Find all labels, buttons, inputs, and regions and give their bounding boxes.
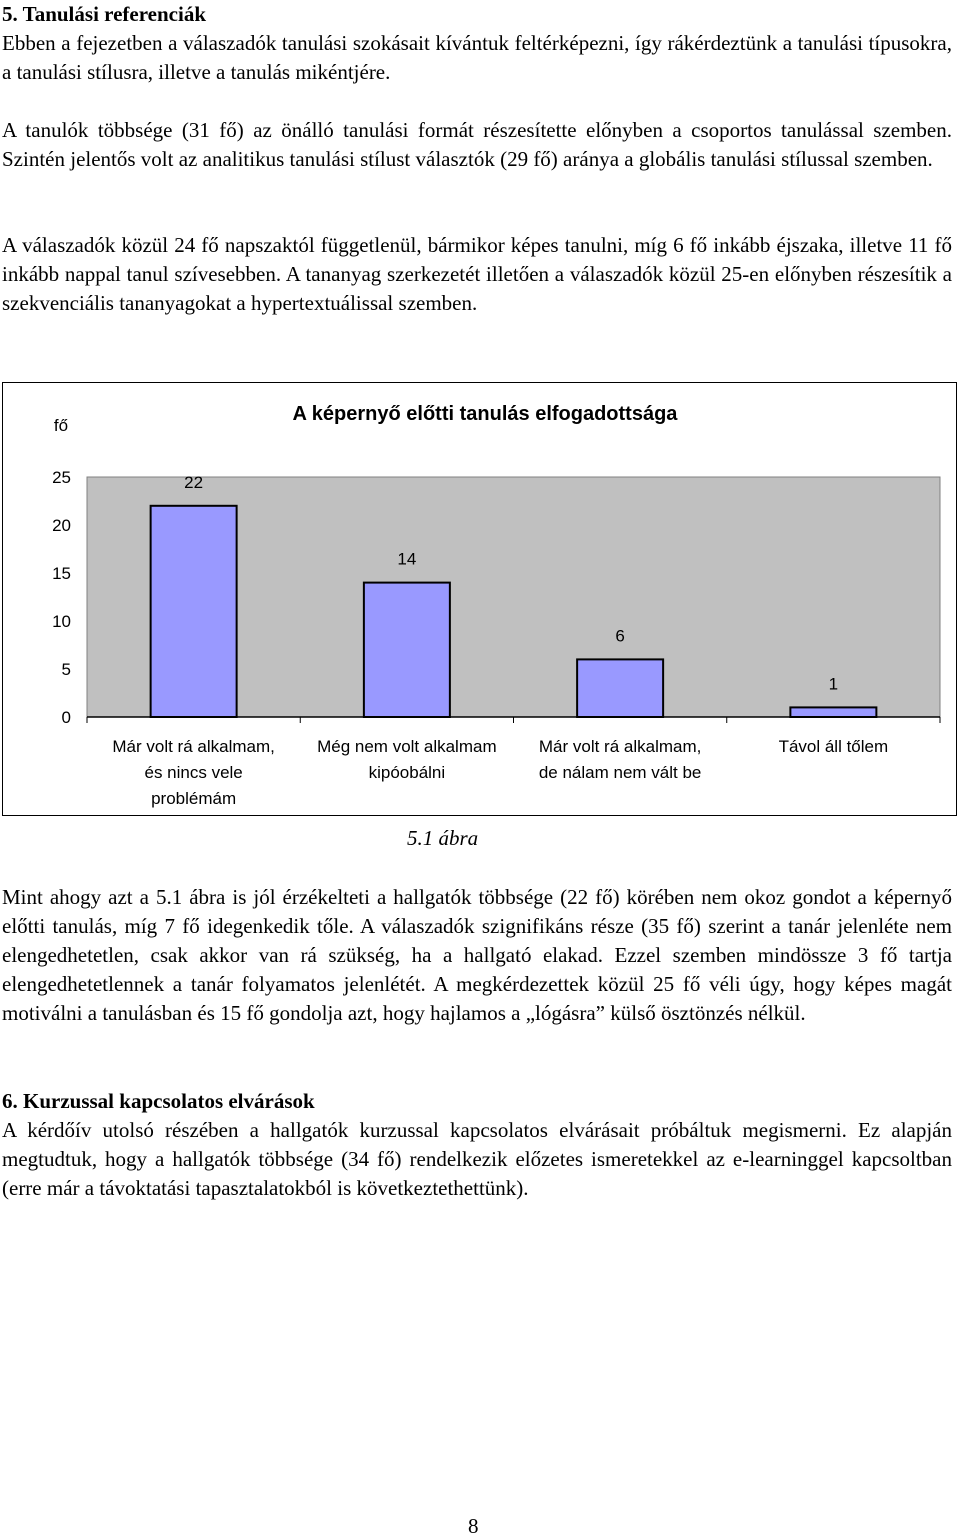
section-6-heading: 6. Kurzussal kapcsolatos elvárások [2,1089,315,1113]
chart-title: A képernyő előtti tanulás elfogadottsága [292,403,678,425]
x-category-label: kipóobálni [368,763,446,782]
y-tick-label: 10 [52,612,71,631]
x-category-label: Már volt rá alkalmam, [112,737,275,756]
y-tick-label: 25 [52,468,71,487]
y-tick-label: 20 [52,516,71,535]
y-tick-label: 5 [61,660,71,679]
x-category-label: Távol áll tőlem [778,737,889,756]
y-axis-label: fő [53,416,69,435]
bar [364,583,450,717]
learning-form-paragraph: A tanulók többsége (31 fő) az önálló tanulási formát részesítette előnyben a csoportos tanulással szemben. Szintén jelentős volt az analitikus tanulási stílust választók (29 fő) aránya a globális tanulási stílussal szemben. [2,118,952,171]
bar-chart-frame [2,382,957,816]
bar-data-label: 1 [828,674,839,694]
y-tick-label: 15 [52,564,71,583]
x-category-label: Még nem volt alkalmam [317,737,497,756]
bar [790,707,876,717]
bar-data-label: 22 [184,472,204,492]
bar-data-label: 14 [397,549,417,569]
bar [151,506,237,717]
x-category-label: Már volt rá alkalmam, [538,737,702,756]
x-category-label: de nálam nem vált be [538,763,702,782]
results-paragraph: Mint ahogy azt a 5.1 ábra is jól érzékelteti a hallgatók többsége (22 fő) körében nem okoz gondot a képernyő előtti tanulás, míg 7 fő idegenkedik tőle. A válaszadók szignifikáns része (35 fő) szerint a tanár jelenléte nem elengedhetetlen, csak akkor van rá szükség, ha a hallgató elakad. Ezzel szemben mindössze 3 fő tartja elengedhetetlennek a tanár folyamatos jelenlétét. A megkérdezettek közül 25 fő véli úgy, hogy képes magát motiválni a tanulásban és 15 fő gondolja azt, hogy hajlamos a „lógásra” külső ösztönzés nélkül. [2,885,952,1025]
x-category-label: és nincs vele [144,763,243,782]
learning-time-paragraph: A válaszadók közül 24 fő napszaktól függetlenül, bármikor képes tanulni, míg 6 fő inkább éjszaka, illetve 11 fő inkább nappal tanul szívesebben. A tananyag szerkezetét illetően a válaszadók közül 25-en előnyben részesítik a szekvenciális tananyagokat a hypertextuálissal szemben. [2,233,952,315]
section-5-intro-paragraph: Ebben a fejezetben a válaszadók tanulási szokásait kívántuk feltérképezni, így rákérdeztünk a tanulási típusokra, a tanulási stílusra, illetve a tanulás mikéntjére. [2,31,952,84]
x-category-label: problémám [151,789,237,808]
y-tick-label: 0 [61,708,71,727]
section-6-paragraph: A kérdőív utolsó részében a hallgatók kurzussal kapcsolatos elvárásait próbáltuk megismerni. Ez alapján megtudtuk, hogy a hallgatók többsége (34 fő) rendelkezik előzetes ismeretekkel az e-learninggel kapcsoltban (erre már a távoktatási tapasztalatokból is következtethettünk). [2,1118,952,1200]
section-5-heading: 5. Tanulási referenciák [2,2,207,26]
bar-data-label: 6 [615,626,625,646]
figure-caption: 5.1 ábra [407,826,479,850]
bar-chart [3,383,956,815]
page-number: 8 [468,1514,479,1538]
bar [577,659,663,717]
